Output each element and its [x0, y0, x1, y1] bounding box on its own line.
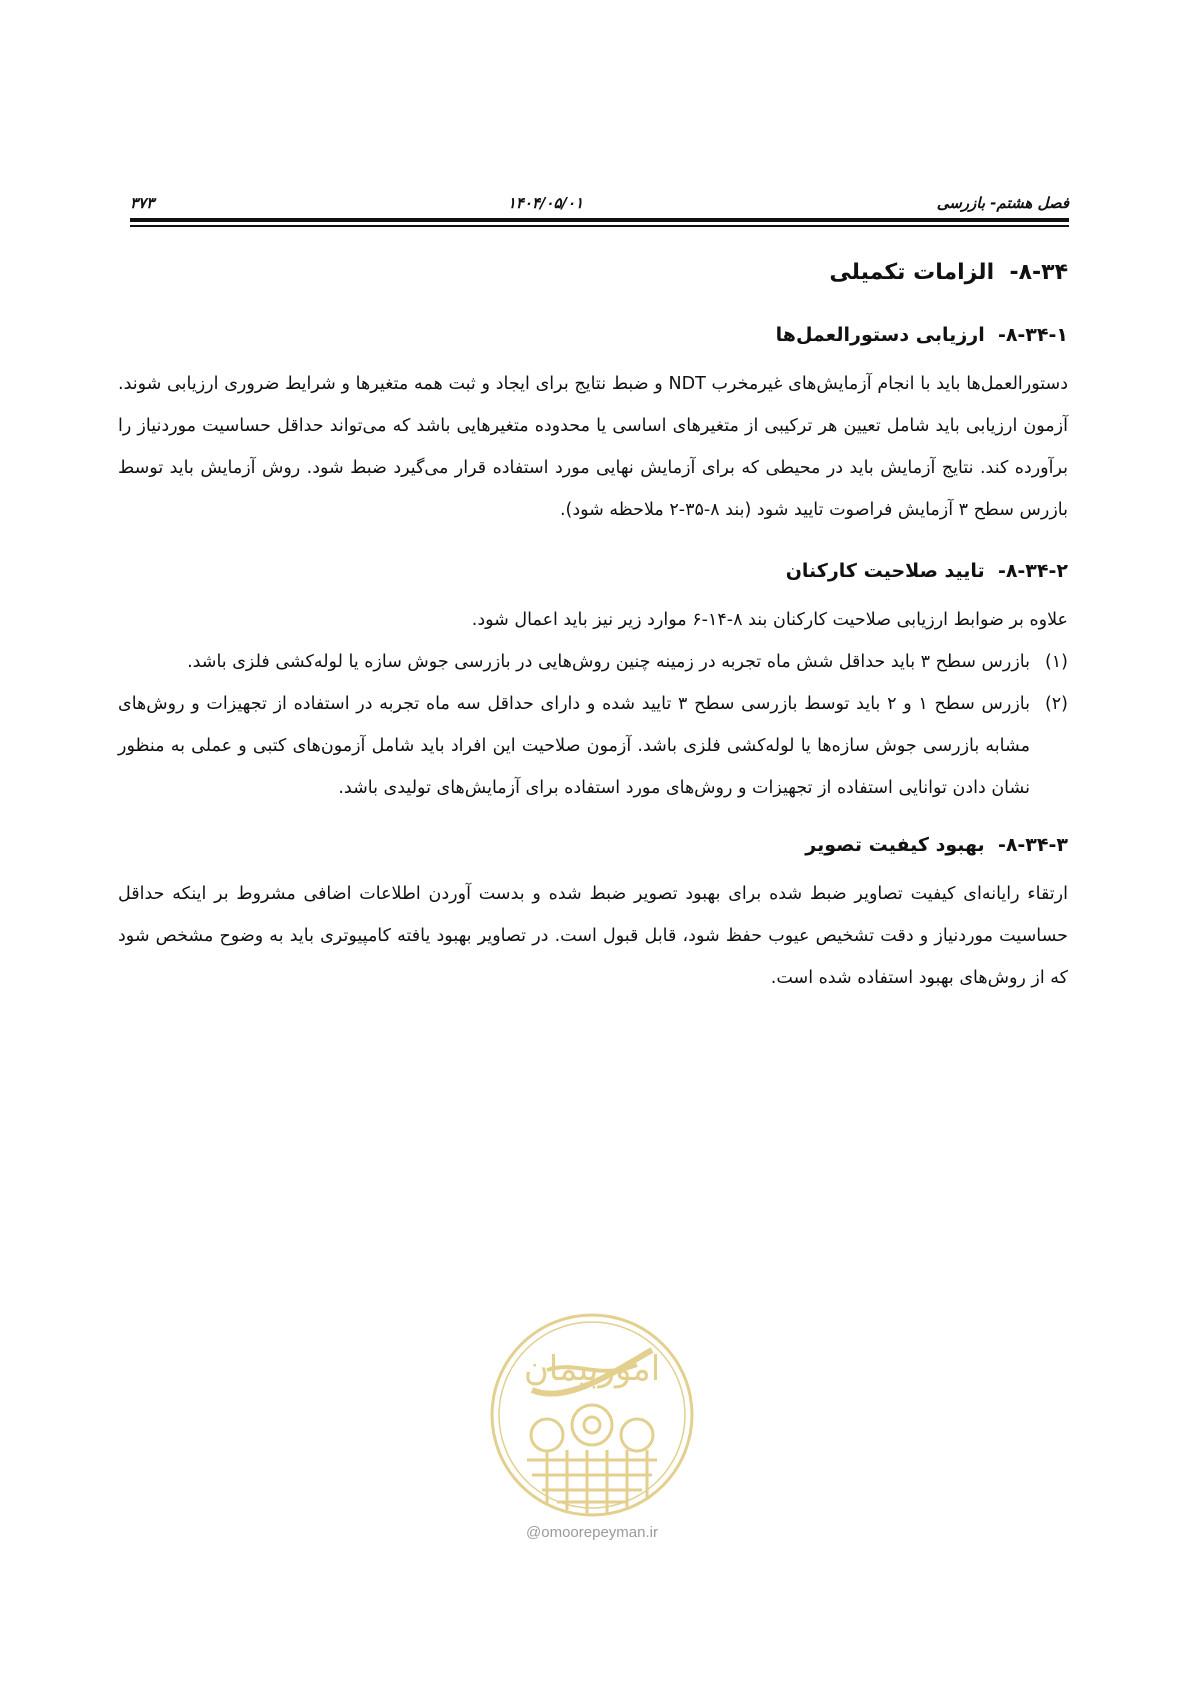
subsection-heading [118, 317, 1068, 353]
body-paragraph: دستورالعمل‌ها باید با انجام آزمایش‌های غیرمخرب NDT و ضبط نتایج برای ایجاد و ثبت همه متغیرها و شرایط ضروری ارزیابی شوند. آزمون ارزیابی باید شامل تعیین هر ترکیبی از متغیرهای اساسی یا محدوده متغیرهایی باشد که می‌تواند حداقل حساسیت موردنیاز را برآورده کند. نتایج آزمایش باید در محیطی که برای آزمایش نهایی مورد استفاده قرار می‌گیرد ضبط شود. روش آزمایش باید توسط بازرس سطح ۳ آزمایش فراصوت تایید شود (بند ۸-۳۵-۲ ملاحظه شود). [118, 374, 1068, 520]
intro-paragraph: علاوه بر ضوابط ارزیابی صلاحیت کارکنان بند ۸-۱۴-۶ موارد زیر نیز باید اعمال شود. [471, 610, 1068, 630]
subsection-number: ۸-۳۴-۲- [997, 560, 1068, 582]
subsection-number: ۸-۳۴-۳- [997, 834, 1068, 856]
numbered-list [118, 641, 1068, 809]
section-heading [118, 255, 1068, 291]
page-number: ۳۷۳ [130, 194, 155, 212]
subsection-heading [118, 827, 1068, 863]
header-date: ۱۴۰۴/۰۵/۰۱ [507, 194, 584, 212]
section-number: ۸-۳۴- [1009, 260, 1068, 285]
subsection-heading [118, 553, 1068, 589]
subsection-number: ۸-۳۴-۱- [997, 324, 1068, 346]
list-marker: (۲) [1044, 694, 1068, 714]
watermark-logo-icon [487, 1310, 697, 1520]
list-item-text: بازرس سطح ۳ باید حداقل شش ماه تجربه در زمینه چنین روش‌هایی در بازرسی جوش سازه یا لوله‌کشی فلزی باشد. [187, 652, 1030, 672]
chapter-title: فصل هشتم- بازرسی [936, 194, 1069, 212]
section-title: الزامات تکمیلی [829, 260, 995, 285]
page-header [130, 190, 1069, 216]
header-rule-thin [130, 225, 1069, 227]
list-item-text: بازرس سطح ۱ و ۲ باید توسط بازرسی سطح ۳ تایید شده و دارای حداقل سه ماه تجربه در استفاده از تجهیزات و روش‌های مشابه بازرسی جوش سازه‌ها یا لوله‌کشی فلزی باشد. آزمون صلاحیت این افراد باید شامل آزمون‌های کتبی و عملی به منظور نشان دادن توانایی استفاده از تجهیزات و روش‌های مورد استفاده برای آزمایش‌های تولیدی باشد. [118, 694, 1030, 798]
subsection-title: ارزیابی دستورالعمل‌ها [775, 324, 985, 346]
subsection-title: بهبود کیفیت تصویر [805, 834, 985, 856]
list-item [118, 683, 1068, 809]
subsection-title: تایید صلاحیت کارکنان [785, 560, 985, 582]
list-marker: (۱) [1044, 652, 1068, 672]
watermark-logo-text: امورپیمان [523, 1349, 661, 1389]
list-item [118, 641, 1068, 683]
watermark-url: @omoorepeyman.ir [526, 1524, 658, 1541]
header-rule-thick [130, 218, 1069, 222]
body-paragraph: ارتقاء رایانه‌ای کیفیت تصاویر ضبط شده برای بهبود تصویر ضبط شده و بدست آوردن اطلاعات اضافی مشروط بر اینکه حداقل حساسیت موردنیاز و دقت تشخیص عیوب حفظ شود، قابل قبول است. در تصاویر بهبود یافته کامپیوتری باید به وضوح مشخص شود که از روش‌های بهبود استفاده شده است. [118, 884, 1068, 988]
main-content [118, 255, 1068, 1021]
